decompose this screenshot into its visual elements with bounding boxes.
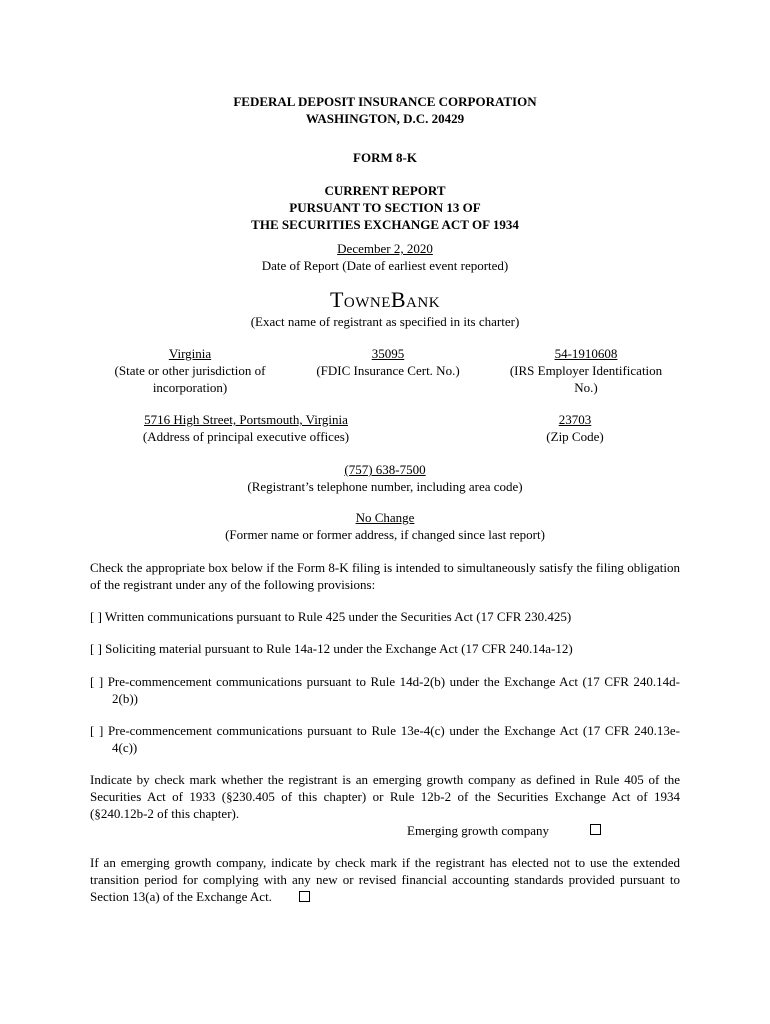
report-title-line2: PURSUANT TO SECTION 13 OF: [289, 200, 481, 215]
address-caption: (Address of principal executive offices): [142, 429, 350, 444]
address-value: 5716 High Street, Portsmouth, Virginia: [144, 412, 348, 427]
former-value: No Change: [355, 510, 415, 525]
emerging-growth-checkbox[interactable]: [590, 824, 601, 835]
report-title-line1: CURRENT REPORT: [324, 183, 446, 198]
report-date-block: [0, 240, 770, 274]
instructions-paragraph: Check the appropriate box below if the Form 8-K filing is intended to simultaneously satisfy the filing obligation of the registrant under any of the following provisions:: [90, 560, 680, 592]
state-caption-line1: (State or other jurisdiction of: [114, 363, 266, 378]
irs-value: 54-1910608: [554, 346, 618, 361]
emerging-growth-paragraph: Indicate by check mark whether the registrant is an emerging growth company as defined in Rule 405 of the Securities Act of 1933 (§230.405 of this chapter) or Rule 12b-2 of the Securities Exchange Act of 1934 (§240.12b-2 of this chapter).: [90, 772, 680, 821]
report-date-caption: Date of Report (Date of earliest event reported): [261, 258, 509, 273]
registrant-logo: TowneBank: [329, 287, 441, 312]
zip-caption: (Zip Code): [546, 429, 604, 444]
agency-name: FEDERAL DEPOSIT INSURANCE CORPORATION: [233, 94, 537, 109]
document-header: [0, 93, 770, 233]
transition-checkbox[interactable]: [299, 891, 310, 902]
phone-block: [0, 461, 770, 495]
state-caption-line2: incorporation): [152, 380, 228, 395]
irs-caption-line1: (IRS Employer Identification: [509, 363, 663, 378]
agency-city: WASHINGTON, D.C. 20429: [305, 111, 465, 126]
former-caption: (Former name or former address, if changed since last report): [225, 527, 545, 542]
registrant-caption: (Exact name of registrant as specified in its charter): [250, 314, 520, 329]
irs-caption-line2: No.): [574, 380, 598, 395]
emerging-growth-label: Emerging growth company: [407, 823, 550, 838]
transition-paragraph: [90, 854, 680, 905]
cert-block: [288, 345, 488, 379]
phone-value: (757) 638-7500: [344, 462, 426, 477]
irs-block: [486, 345, 686, 396]
form-title: FORM 8-K: [353, 150, 417, 165]
checkbox-item-rule-14a-12: [ ] Soliciting material pursuant to Rule 14a-12 under the Exchange Act (17 CFR 240.14a-12): [90, 641, 573, 656]
checkbox-item-rule-425: [ ] Written communications pursuant to Rule 425 under the Securities Act (17 CFR 230.425): [90, 609, 572, 624]
transition-text: If an emerging growth company, indicate by check mark if the registrant has elected not to use the extended transition period for complying with any new or revised financial accounting standards provided pursuant to Section 13(a) of the Exchange Act.: [90, 855, 680, 904]
zip-value: 23703: [558, 412, 592, 427]
cert-value: 35095: [371, 346, 405, 361]
checkbox-item-rule-13e-4c: [ ] Pre-commencement communications pursuant to Rule 13e-4(c) under the Exchange Act (17 CFR 240.13e-4(c)): [90, 723, 680, 755]
report-date: December 2, 2020: [337, 241, 433, 256]
checkbox-item-rule-14d-2b: [ ] Pre-commencement communications pursuant to Rule 14d-2(b) under the Exchange Act (17 CFR 240.14d-2(b)): [90, 674, 680, 706]
report-title-line3: THE SECURITIES EXCHANGE ACT OF 1934: [251, 217, 519, 232]
state-value: Virginia: [168, 346, 212, 361]
zip-block: [490, 411, 660, 445]
cert-caption: (FDIC Insurance Cert. No.): [316, 363, 460, 378]
address-block: [106, 411, 386, 445]
state-block: [90, 345, 290, 396]
former-block: [0, 509, 770, 543]
phone-caption: (Registrant’s telephone number, including area code): [247, 479, 523, 494]
